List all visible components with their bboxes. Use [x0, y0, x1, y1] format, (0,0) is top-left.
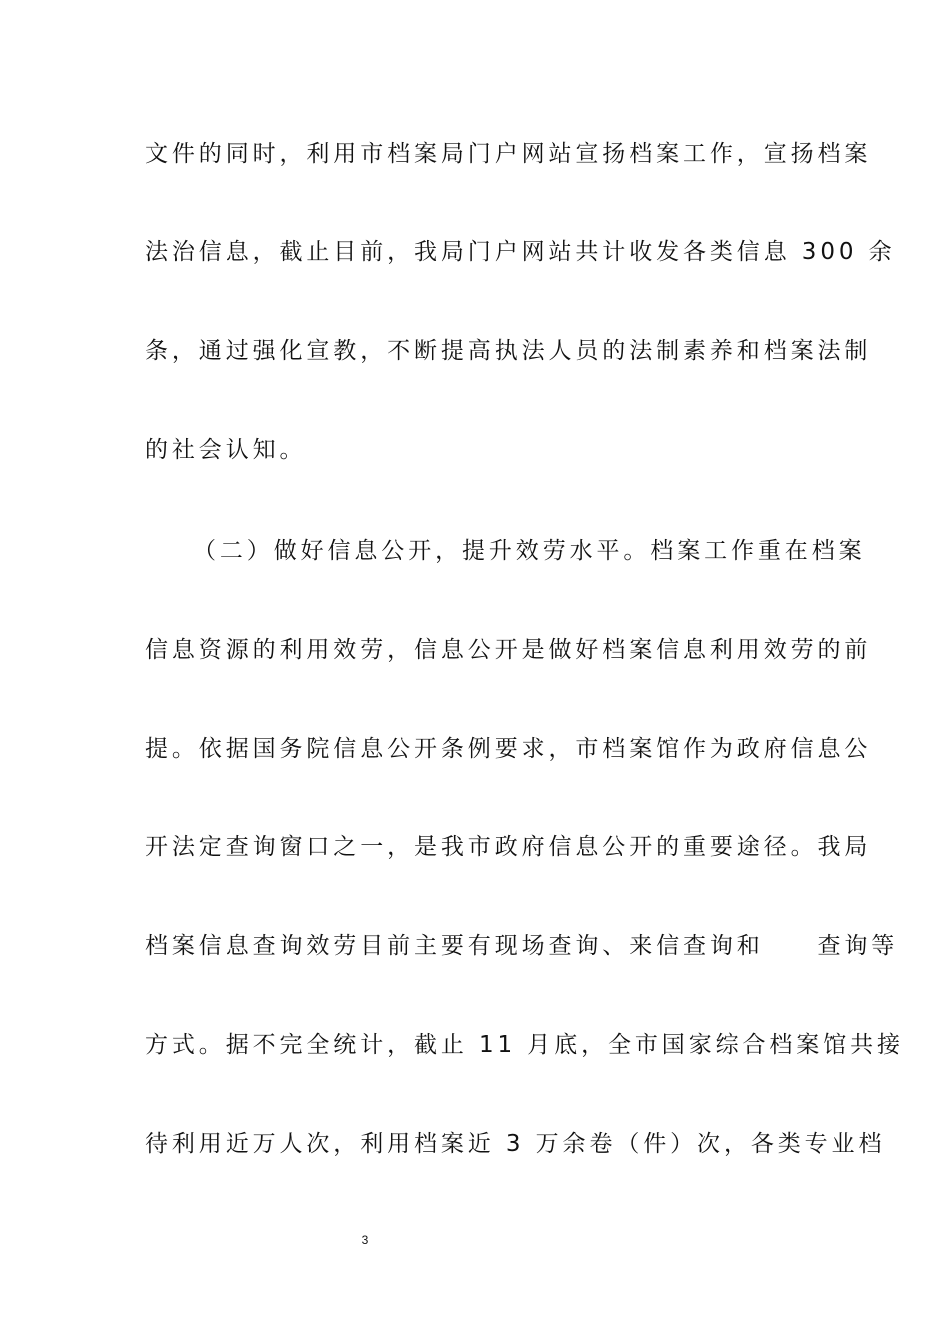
text-line: 档案信息查询效劳目前主要有现场查询、来信查询和 查询等	[145, 933, 899, 959]
text-line: 提。依据国务院信息公开条例要求，市档案馆作为政府信息公	[145, 736, 872, 762]
text-line: 的社会认知。	[145, 437, 307, 463]
text-line: 方式。据不完全统计，截止 11 月底，全市国家综合档案馆共接	[145, 1032, 904, 1058]
text-line: 条，通过强化宣教，不断提高执法人员的法制素养和档案法制	[145, 338, 872, 364]
text-line: 待利用近万人次，利用档案近 3 万余卷（件）次，各类专业档	[145, 1131, 886, 1157]
text-line: 信息资源的利用效劳，信息公开是做好档案信息利用效劳的前	[145, 637, 872, 663]
paragraph-start-line: （二）做好信息公开，提升效劳水平。档案工作重在档案	[193, 538, 866, 564]
text-line: 法治信息，截止目前，我局门户网站共计收发各类信息 300 余	[145, 239, 896, 265]
page-number: 3	[361, 1233, 369, 1247]
text-line: 文件的同时，利用市档案局门户网站宣扬档案工作，宣扬档案	[145, 141, 872, 167]
text-line: 开法定查询窗口之一，是我市政府信息公开的重要途径。我局	[145, 834, 872, 860]
